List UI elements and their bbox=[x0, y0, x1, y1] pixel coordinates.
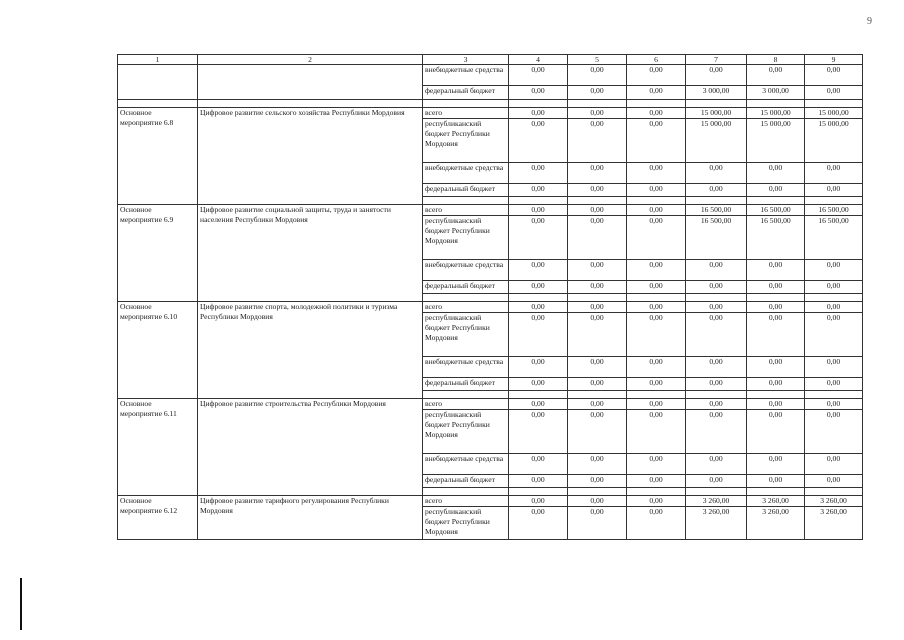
column-number-row bbox=[118, 55, 863, 65]
funding-source: республиканский бюджет Республики Мордовия bbox=[423, 410, 509, 454]
value-cell: 0,00 bbox=[509, 302, 568, 313]
value-cell: 0,00 bbox=[627, 313, 686, 357]
value-cell: 0,00 bbox=[747, 399, 805, 410]
funding-source: внебюджетные средства bbox=[423, 357, 509, 378]
value-cell: 0,00 bbox=[568, 119, 627, 163]
value-cell: 3 260,00 bbox=[747, 496, 805, 507]
value-cell: 0,00 bbox=[568, 216, 627, 260]
value-cell: 0,00 bbox=[509, 454, 568, 475]
value-cell: 0,00 bbox=[509, 399, 568, 410]
funding-source: республиканский бюджет Республики Мордовия bbox=[423, 313, 509, 357]
table-row bbox=[118, 496, 863, 507]
value-cell: 0,00 bbox=[568, 357, 627, 378]
value-cell: 0,00 bbox=[509, 507, 568, 540]
value-cell: 0,00 bbox=[509, 216, 568, 260]
value-cell: 0,00 bbox=[509, 184, 568, 197]
funding-source: внебюджетные средства bbox=[423, 163, 509, 184]
value-cell: 0,00 bbox=[805, 65, 863, 86]
scan-margin-mark bbox=[20, 578, 22, 630]
value-cell: 0,00 bbox=[568, 507, 627, 540]
value-cell: 0,00 bbox=[568, 313, 627, 357]
value-cell: 0,00 bbox=[509, 65, 568, 86]
value-cell: 0,00 bbox=[509, 496, 568, 507]
table-row bbox=[118, 86, 863, 100]
spacer-row bbox=[118, 391, 863, 399]
funding-source: федеральный бюджет bbox=[423, 281, 509, 294]
value-cell: 0,00 bbox=[805, 184, 863, 197]
value-cell: 0,00 bbox=[627, 357, 686, 378]
column-number: 7 bbox=[686, 55, 747, 65]
column-number: 5 bbox=[568, 55, 627, 65]
value-cell: 0,00 bbox=[747, 184, 805, 197]
value-cell: 0,00 bbox=[568, 86, 627, 100]
value-cell: 3 000,00 bbox=[686, 86, 747, 100]
value-cell: 0,00 bbox=[805, 454, 863, 475]
value-cell: 0,00 bbox=[627, 205, 686, 216]
value-cell: 3 260,00 bbox=[686, 507, 747, 540]
funding-source: федеральный бюджет bbox=[423, 475, 509, 488]
value-cell: 0,00 bbox=[509, 410, 568, 454]
column-number: 6 bbox=[627, 55, 686, 65]
funding-source: республиканский бюджет Республики Мордовия bbox=[423, 216, 509, 260]
spacer-row bbox=[118, 488, 863, 496]
funding-source: федеральный бюджет bbox=[423, 86, 509, 100]
value-cell: 0,00 bbox=[568, 184, 627, 197]
value-cell: 0,00 bbox=[747, 281, 805, 294]
funding-source: внебюджетные средства bbox=[423, 65, 509, 86]
activity-code-cell bbox=[118, 65, 198, 86]
value-cell: 0,00 bbox=[686, 399, 747, 410]
value-cell: 0,00 bbox=[568, 454, 627, 475]
value-cell: 0,00 bbox=[805, 302, 863, 313]
funding-source: всего bbox=[423, 108, 509, 119]
value-cell: 0,00 bbox=[627, 475, 686, 488]
value-cell: 0,00 bbox=[686, 410, 747, 454]
value-cell: 0,00 bbox=[509, 86, 568, 100]
value-cell: 0,00 bbox=[627, 281, 686, 294]
value-cell: 0,00 bbox=[627, 496, 686, 507]
spacer-row bbox=[118, 100, 863, 108]
value-cell: 0,00 bbox=[568, 399, 627, 410]
value-cell: 0,00 bbox=[627, 108, 686, 119]
activity-code: Основное мероприятие 6.12 bbox=[118, 496, 198, 540]
value-cell: 0,00 bbox=[627, 302, 686, 313]
value-cell: 0,00 bbox=[805, 163, 863, 184]
value-cell: 0,00 bbox=[627, 119, 686, 163]
funding-source: федеральный бюджет bbox=[423, 378, 509, 391]
value-cell: 3 260,00 bbox=[686, 496, 747, 507]
value-cell: 15 000,00 bbox=[805, 119, 863, 163]
activity-title: Цифровое развитие строительства Республики Мордовия bbox=[198, 399, 423, 488]
column-number: 9 bbox=[805, 55, 863, 65]
value-cell: 0,00 bbox=[747, 378, 805, 391]
value-cell: 0,00 bbox=[805, 410, 863, 454]
activity-code: Основное мероприятие 6.8 bbox=[118, 108, 198, 197]
table-row bbox=[118, 205, 863, 216]
value-cell: 0,00 bbox=[686, 302, 747, 313]
activity-title: Цифровое развитие социальной защиты, труда и занятости населения Республики Мордовия bbox=[198, 205, 423, 294]
activity-title-cell bbox=[198, 65, 423, 86]
value-cell: 0,00 bbox=[747, 260, 805, 281]
value-cell: 0,00 bbox=[805, 357, 863, 378]
value-cell: 0,00 bbox=[509, 119, 568, 163]
value-cell: 0,00 bbox=[627, 378, 686, 391]
value-cell: 15 000,00 bbox=[686, 108, 747, 119]
value-cell: 0,00 bbox=[686, 65, 747, 86]
value-cell: 3 260,00 bbox=[805, 507, 863, 540]
value-cell: 0,00 bbox=[568, 163, 627, 184]
value-cell: 0,00 bbox=[568, 108, 627, 119]
budget-table-container bbox=[117, 54, 863, 540]
value-cell: 0,00 bbox=[805, 378, 863, 391]
value-cell: 0,00 bbox=[509, 205, 568, 216]
value-cell: 0,00 bbox=[686, 313, 747, 357]
value-cell: 0,00 bbox=[747, 163, 805, 184]
budget-table bbox=[117, 54, 863, 540]
activity-code-cell bbox=[118, 86, 198, 100]
value-cell: 16 500,00 bbox=[747, 216, 805, 260]
funding-source: всего bbox=[423, 302, 509, 313]
funding-source: всего bbox=[423, 205, 509, 216]
value-cell: 0,00 bbox=[747, 357, 805, 378]
value-cell: 15 000,00 bbox=[747, 108, 805, 119]
value-cell: 0,00 bbox=[568, 260, 627, 281]
value-cell: 0,00 bbox=[747, 410, 805, 454]
page-number: 9 bbox=[867, 16, 872, 27]
value-cell: 0,00 bbox=[747, 302, 805, 313]
value-cell: 0,00 bbox=[568, 65, 627, 86]
column-number: 2 bbox=[198, 55, 423, 65]
value-cell: 0,00 bbox=[509, 260, 568, 281]
funding-source: всего bbox=[423, 399, 509, 410]
value-cell: 0,00 bbox=[627, 260, 686, 281]
value-cell: 3 000,00 bbox=[747, 86, 805, 100]
value-cell: 0,00 bbox=[686, 184, 747, 197]
value-cell: 0,00 bbox=[686, 454, 747, 475]
value-cell: 0,00 bbox=[509, 475, 568, 488]
value-cell: 0,00 bbox=[627, 216, 686, 260]
value-cell: 16 500,00 bbox=[805, 216, 863, 260]
activity-title-cell bbox=[198, 86, 423, 100]
activity-code: Основное мероприятие 6.11 bbox=[118, 399, 198, 488]
activity-title: Цифровое развитие спорта, молодежной политики и туризма Республики Мордовия bbox=[198, 302, 423, 391]
funding-source: всего bbox=[423, 496, 509, 507]
value-cell: 0,00 bbox=[627, 184, 686, 197]
activity-code: Основное мероприятие 6.9 bbox=[118, 205, 198, 294]
value-cell: 0,00 bbox=[509, 108, 568, 119]
value-cell: 0,00 bbox=[568, 281, 627, 294]
funding-source: республиканский бюджет Республики Мордовия bbox=[423, 119, 509, 163]
value-cell: 16 500,00 bbox=[805, 205, 863, 216]
value-cell: 0,00 bbox=[627, 86, 686, 100]
value-cell: 0,00 bbox=[805, 399, 863, 410]
value-cell: 0,00 bbox=[568, 378, 627, 391]
value-cell: 0,00 bbox=[686, 281, 747, 294]
table-row bbox=[118, 399, 863, 410]
value-cell: 15 000,00 bbox=[686, 119, 747, 163]
column-number: 4 bbox=[509, 55, 568, 65]
activity-code: Основное мероприятие 6.10 bbox=[118, 302, 198, 391]
funding-source: федеральный бюджет bbox=[423, 184, 509, 197]
funding-source: внебюджетные средства bbox=[423, 454, 509, 475]
value-cell: 0,00 bbox=[805, 86, 863, 100]
value-cell: 0,00 bbox=[805, 313, 863, 357]
activity-title: Цифровое развитие сельского хозяйства Республики Мордовия bbox=[198, 108, 423, 197]
value-cell: 0,00 bbox=[747, 65, 805, 86]
value-cell: 0,00 bbox=[686, 475, 747, 488]
value-cell: 0,00 bbox=[627, 163, 686, 184]
table-row bbox=[118, 108, 863, 119]
column-number: 1 bbox=[118, 55, 198, 65]
value-cell: 0,00 bbox=[747, 313, 805, 357]
value-cell: 0,00 bbox=[805, 281, 863, 294]
spacer-row bbox=[118, 294, 863, 302]
value-cell: 0,00 bbox=[509, 357, 568, 378]
column-number: 8 bbox=[747, 55, 805, 65]
value-cell: 0,00 bbox=[686, 260, 747, 281]
value-cell: 16 500,00 bbox=[686, 205, 747, 216]
value-cell: 16 500,00 bbox=[747, 205, 805, 216]
value-cell: 0,00 bbox=[509, 163, 568, 184]
value-cell: 3 260,00 bbox=[805, 496, 863, 507]
table-row bbox=[118, 65, 863, 86]
value-cell: 15 000,00 bbox=[747, 119, 805, 163]
value-cell: 16 500,00 bbox=[686, 216, 747, 260]
value-cell: 0,00 bbox=[686, 163, 747, 184]
value-cell: 0,00 bbox=[627, 399, 686, 410]
value-cell: 0,00 bbox=[805, 475, 863, 488]
spacer-row bbox=[118, 197, 863, 205]
value-cell: 0,00 bbox=[509, 313, 568, 357]
value-cell: 0,00 bbox=[686, 357, 747, 378]
value-cell: 0,00 bbox=[568, 205, 627, 216]
value-cell: 0,00 bbox=[568, 302, 627, 313]
value-cell: 0,00 bbox=[627, 410, 686, 454]
value-cell: 15 000,00 bbox=[805, 108, 863, 119]
value-cell: 0,00 bbox=[747, 475, 805, 488]
column-number: 3 bbox=[423, 55, 509, 65]
activity-title: Цифровое развитие тарифного регулирования Республики Мордовия bbox=[198, 496, 423, 540]
table-row bbox=[118, 302, 863, 313]
value-cell: 0,00 bbox=[509, 378, 568, 391]
value-cell: 0,00 bbox=[627, 454, 686, 475]
value-cell: 0,00 bbox=[627, 507, 686, 540]
value-cell: 3 260,00 bbox=[747, 507, 805, 540]
value-cell: 0,00 bbox=[686, 378, 747, 391]
funding-source: внебюджетные средства bbox=[423, 260, 509, 281]
funding-source: республиканский бюджет Республики Мордовия bbox=[423, 507, 509, 540]
value-cell: 0,00 bbox=[568, 496, 627, 507]
value-cell: 0,00 bbox=[747, 454, 805, 475]
value-cell: 0,00 bbox=[805, 260, 863, 281]
value-cell: 0,00 bbox=[509, 281, 568, 294]
value-cell: 0,00 bbox=[568, 475, 627, 488]
value-cell: 0,00 bbox=[568, 410, 627, 454]
value-cell: 0,00 bbox=[627, 65, 686, 86]
